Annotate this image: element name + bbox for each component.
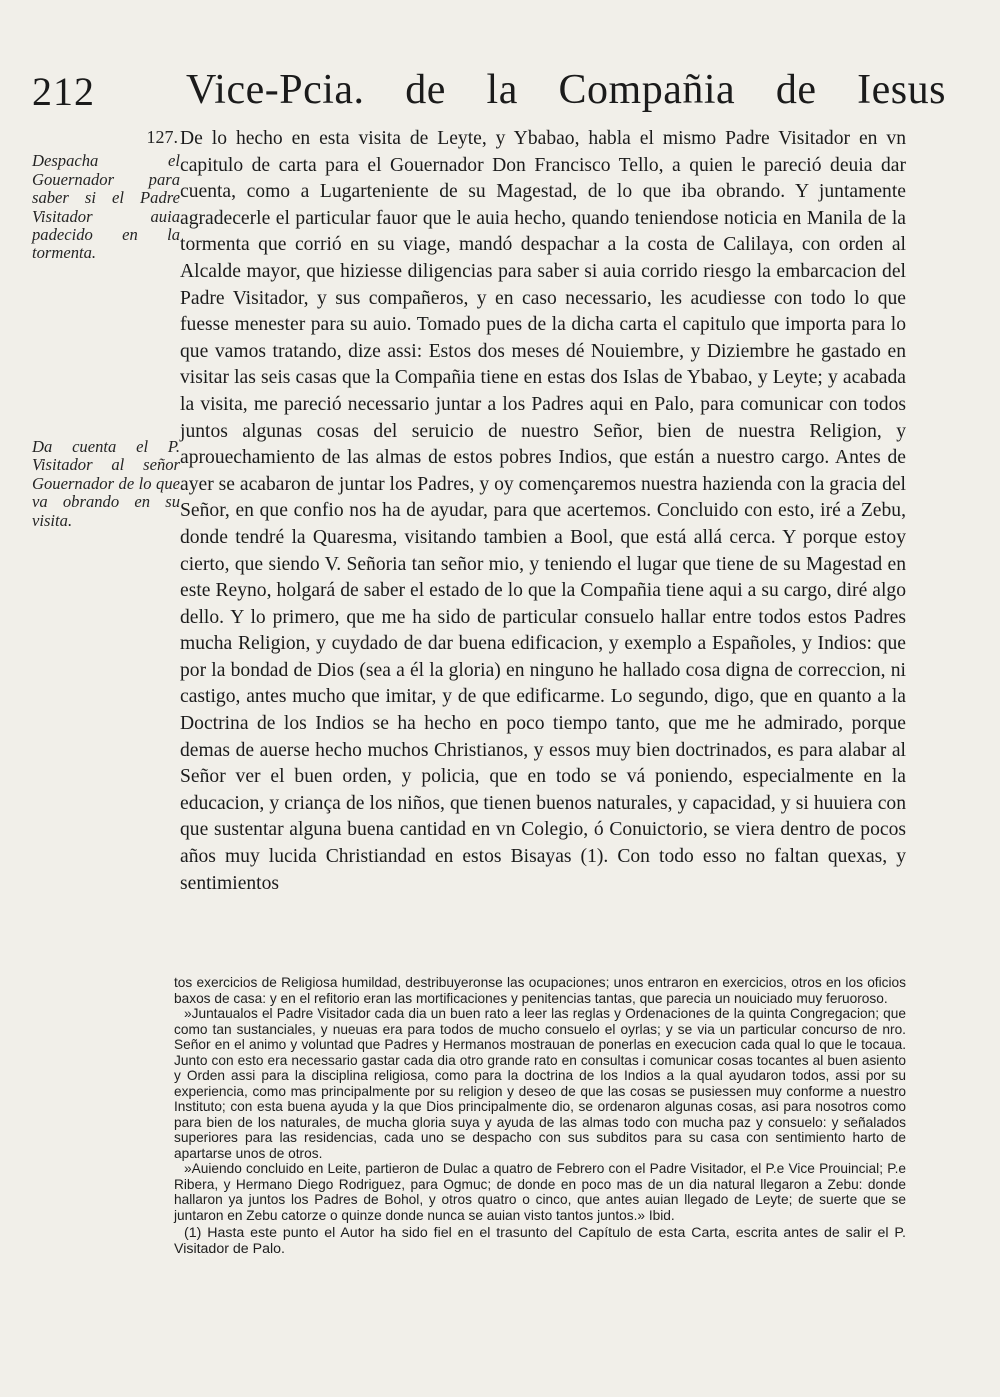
footnote-paragraph: »Juntaualos el Padre Visitador cada dia un buen rato a leer las reglas y Ordenaciones de la quinta Congregacion; que como tan sustanciales, y nueuas era para todos de mucho consuelo el oyrlas; y se via un particular concurso de nro. Señor en el animo y voluntad que Padres y Hermanos mostrauan de ponerlas en execucion cada qual lo que le tocaua. Junto con esto era necessario gastar cada dia otro grande rato en consultas i comunicar cosas tocantes al buen asiento y Orden assi para la disciplina religiosa, como para la doctrina de los Indios a la qual ayudaron todos, assi por su experiencia, como mas principalmente por su religion y deseo de que las cosas se pusiessen muy conforme a nuestro Instituto; con esta buena ayuda y la que Dios principalmente dio, se ordenaron algunas cosas, asi para nosotros como para bien de los naturales, de mucha gloria suya y ayuda de las almas todo con mucha paz y consuelo: y señalados superiores para las residencias, cada uno se despacho con sus subditos para su casa con sentimiento harto de apartarse unos de otros. (174, 1006, 906, 1161)
running-title: Vice-Pcia. de la Compañia de Iesus (186, 67, 946, 113)
margin-note-text: Despacha el Gouernador para saber si el Padre Visitador auia padecido en la tormenta. (32, 151, 180, 263)
footnote-paragraph: tos exercicios de Religiosa humildad, destribuyeronse las ocupaciones; unos entraron en exercicios, otros en los oficios baxos de casa: y en el refitorio eran las mortificaciones y penitencias tantas, que parecia un nouiciado muy feruoroso. (174, 975, 906, 1006)
footnotes-section (174, 975, 906, 1257)
main-text-column (180, 126, 906, 897)
margin-note-1 (32, 128, 180, 263)
footnote-paragraph: »Auiendo concluido en Leite, partieron de Dulac a quatro de Febrero con el Padre Visitador, el P.e Vice Prouincial; P.e Ribera, y Hermano Diego Rodriguez, para Ogmuc; de donde en poco mas de un dia natural llegaron a Zebu: donde hallaron ya juntos los Padres de Bohol, y otros quatro o cinco, que antes auian llegado de Leyte; de suerte que se juntaron en Zebu catorze o quinze donde nunca se auian visto tantos juntos.» Ibid. (174, 1161, 906, 1223)
footnote-1: (1) Hasta este punto el Autor ha sido fiel en el trasunto del Capítulo de esta Carta, escrita antes de salir el P. Visitador de Palo. (174, 1225, 906, 1257)
paragraph-number: 127. (146, 127, 178, 147)
margin-note-text: Da cuenta el P. Visitador al señor Gouernador de lo que va obrando en su visita. (32, 437, 180, 530)
margin-note-2 (32, 438, 180, 530)
main-paragraph: De lo hecho en esta visita de Leyte, y Ybabao, habla el mismo Padre Visitador en vn capitulo de carta para el Gouernador Don Francisco Tello, a quien le pareció deuia dar cuenta, como a Lugarteniente de su Magestad, de lo que iba obrando. Y juntamente agradecerle el particular fauor que le auia hecho, quando teniendose noticia en Manila de la tormenta que corrió en su viage, mandó despachar a la costa de Calilaya, con orden al Alcalde mayor, que hiziesse diligencias para saber si auia corrido riesgo la embarcacion del Padre Visitador, y sus compañeros, y en caso necessario, les acudiesse con todo lo que fuesse menester para su auio. Tomado pues de la dicha carta el capitulo que importa para lo que vamos tratando, dize assi: Estos dos meses dé Nouiembre, y Diziembre he gastado en visitar las seis casas que la Compañia tiene en estas dos Islas de Ybabao, y Leyte; y acabada la visita, me pareció necessario juntar a los Padres aqui en Palo, para comunicar con todos juntos algunas cosas del seruicio de nuestro Señor, bien de nuestra Religion, y aprouechamiento de las almas de estos pobres Indios, que están a nuestro cargo. Antes de ayer se acabaron de juntar los Padres, y oy començaremos nuestra hazienda con la gracia del Señor, en que confio nos ha de ayudar, para que acertemos. Concluido con esto, iré a Zebu, donde tendré la Quaresma, visitando tambien a Bool, que está allá cerca. Y porque estoy cierto, que siendo V. Señoria tan señor mio, y teniendo el lugar que tiene de su Magestad en este Reyno, holgará de saber el estado de lo que la Compañia tiene aqui a su cargo, diré algo dello. Y lo primero, que me ha sido de particular consuelo hallar entre todos estos Padres mucha Religion, y cuydado de dar buena edificacion, y exemplo a Españoles, y Indios: que por la bondad de Dios (sea a él la gloria) en ninguno he hallado cosa digna de correccion, ni castigo, antes mucho que imitar, y de que edificarme. Lo segundo, digo, que en quanto a la Doctrina de los Indios se ha hecho en poco tiempo tanto, que me he admirado, porque demas de auerse hecho muchos Christianos, y essos muy bien doctrinados, es para alabar al Señor ver el buen orden, y policia, que en todo se vá poniendo, especialmente en la educacion, y criança de los niños, que tienen buenos naturales, y capacidad, y si huuiera con que sustentar alguna buena cantidad en vn Colegio, ó Conuictorio, se viera dentro de pocos años muy lucida Christiandad en estos Bisayas (1). Con todo esso no faltan quexas, y sentimientos (180, 128, 906, 894)
page-number: 212 (32, 69, 95, 114)
